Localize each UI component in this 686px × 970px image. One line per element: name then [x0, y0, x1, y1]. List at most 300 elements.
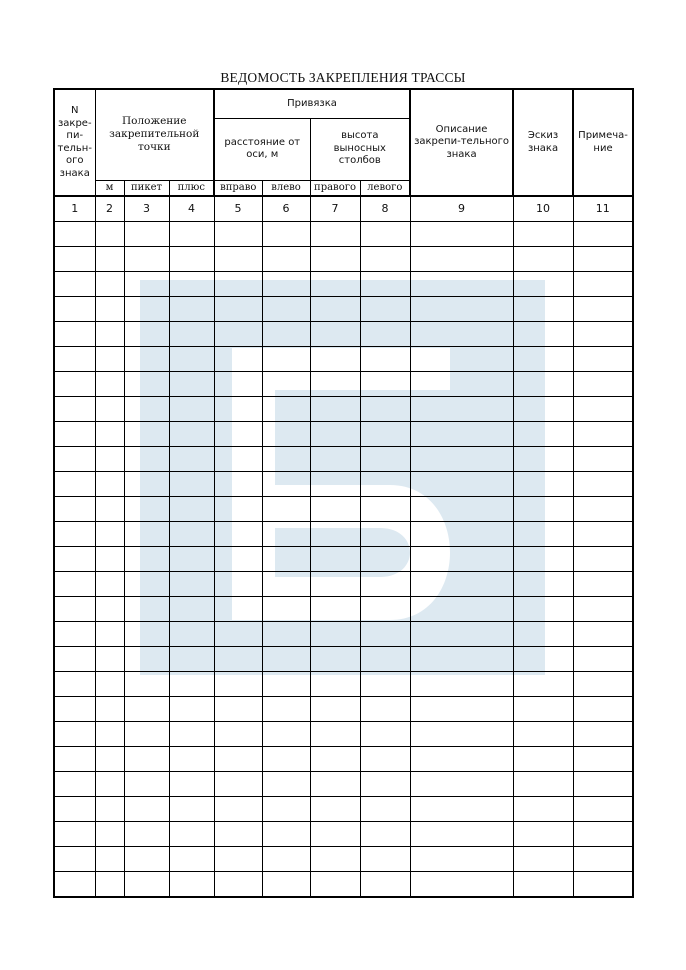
table-cell[interactable]: [262, 646, 310, 671]
table-cell[interactable]: [360, 796, 410, 821]
table-cell[interactable]: [214, 721, 262, 746]
table-cell[interactable]: [513, 696, 573, 721]
table-cell[interactable]: [573, 521, 633, 546]
table-cell[interactable]: [95, 521, 124, 546]
table-cell[interactable]: [169, 246, 214, 271]
table-cell[interactable]: [95, 721, 124, 746]
table-cell[interactable]: [262, 621, 310, 646]
table-cell[interactable]: [360, 771, 410, 796]
table-cell[interactable]: [95, 821, 124, 846]
table-cell[interactable]: [214, 796, 262, 821]
table-cell[interactable]: [124, 346, 169, 371]
table-cell[interactable]: [262, 471, 310, 496]
table-cell[interactable]: [310, 496, 360, 521]
table-cell[interactable]: [360, 346, 410, 371]
table-cell[interactable]: [214, 346, 262, 371]
table-cell[interactable]: [262, 871, 310, 897]
table-cell[interactable]: [124, 771, 169, 796]
table-cell[interactable]: [169, 846, 214, 871]
table-cell[interactable]: [360, 696, 410, 721]
table-cell[interactable]: [124, 296, 169, 321]
table-cell[interactable]: [410, 596, 513, 621]
table-cell[interactable]: [95, 871, 124, 897]
table-cell[interactable]: [124, 746, 169, 771]
table-cell[interactable]: [513, 521, 573, 546]
table-cell[interactable]: [124, 446, 169, 471]
table-cell[interactable]: [169, 496, 214, 521]
table-row: [54, 421, 633, 446]
table-cell[interactable]: [169, 696, 214, 721]
table-cell[interactable]: [310, 446, 360, 471]
table-cell[interactable]: [310, 246, 360, 271]
table-cell[interactable]: [262, 396, 310, 421]
table-cell[interactable]: [310, 521, 360, 546]
table-cell[interactable]: [360, 521, 410, 546]
table-cell[interactable]: [360, 571, 410, 596]
table-cell[interactable]: [262, 671, 310, 696]
table-cell[interactable]: [169, 221, 214, 246]
table-cell[interactable]: [214, 371, 262, 396]
table-cell[interactable]: [360, 446, 410, 471]
table-cell[interactable]: [169, 371, 214, 396]
table-cell[interactable]: [214, 421, 262, 446]
table-cell[interactable]: [310, 421, 360, 446]
table-cell[interactable]: [169, 346, 214, 371]
table-cell[interactable]: [310, 396, 360, 421]
table-cell[interactable]: [124, 621, 169, 646]
table-cell[interactable]: [360, 321, 410, 346]
table-cell[interactable]: [262, 296, 310, 321]
table-cell[interactable]: [513, 271, 573, 296]
table-cell[interactable]: [54, 321, 95, 346]
table-cell[interactable]: [124, 271, 169, 296]
table-cell[interactable]: [124, 646, 169, 671]
table-cell[interactable]: [410, 746, 513, 771]
table-cell[interactable]: [169, 671, 214, 696]
table-cell[interactable]: [360, 221, 410, 246]
table-cell[interactable]: [54, 596, 95, 621]
table-cell[interactable]: [169, 396, 214, 421]
table-cell[interactable]: [360, 646, 410, 671]
table-cell[interactable]: [360, 721, 410, 746]
table-cell[interactable]: [513, 296, 573, 321]
table-cell[interactable]: [573, 671, 633, 696]
table-cell[interactable]: [410, 471, 513, 496]
table-cell[interactable]: [54, 446, 95, 471]
table-cell[interactable]: [124, 846, 169, 871]
table-cell[interactable]: [573, 321, 633, 346]
table-cell[interactable]: [54, 821, 95, 846]
table-cell[interactable]: [360, 821, 410, 846]
table-cell[interactable]: [54, 871, 95, 897]
table-cell[interactable]: [124, 421, 169, 446]
table-cell[interactable]: [360, 671, 410, 696]
table-cell[interactable]: [214, 471, 262, 496]
table-cell[interactable]: [310, 346, 360, 371]
table-cell[interactable]: [360, 371, 410, 396]
table-cell[interactable]: [573, 696, 633, 721]
table-cell[interactable]: [513, 771, 573, 796]
table-cell[interactable]: [124, 671, 169, 696]
table-cell[interactable]: [410, 346, 513, 371]
table-cell[interactable]: [410, 621, 513, 646]
table-cell[interactable]: [573, 471, 633, 496]
table-cell[interactable]: [262, 221, 310, 246]
table-cell[interactable]: [95, 646, 124, 671]
table-cell[interactable]: [169, 471, 214, 496]
table-cell[interactable]: [54, 271, 95, 296]
table-cell[interactable]: [54, 571, 95, 596]
table-cell[interactable]: [214, 621, 262, 646]
table-cell[interactable]: [95, 471, 124, 496]
table-cell[interactable]: [262, 546, 310, 571]
table-cell[interactable]: [124, 796, 169, 821]
table-cell[interactable]: [310, 846, 360, 871]
table-cell[interactable]: [95, 596, 124, 621]
table-cell[interactable]: [410, 571, 513, 596]
table-cell[interactable]: [573, 246, 633, 271]
table-cell[interactable]: [169, 721, 214, 746]
table-cell[interactable]: [54, 246, 95, 271]
table-cell[interactable]: [410, 846, 513, 871]
table-cell[interactable]: [54, 771, 95, 796]
table-cell[interactable]: [95, 846, 124, 871]
table-cell[interactable]: [573, 746, 633, 771]
table-cell[interactable]: [573, 421, 633, 446]
table-cell[interactable]: [262, 571, 310, 596]
table-cell[interactable]: [573, 721, 633, 746]
table-cell[interactable]: [169, 821, 214, 846]
table-cell[interactable]: [573, 496, 633, 521]
table-cell[interactable]: [573, 621, 633, 646]
table-cell[interactable]: [410, 871, 513, 897]
table-cell[interactable]: [410, 771, 513, 796]
table-cell[interactable]: [124, 221, 169, 246]
table-cell[interactable]: [310, 546, 360, 571]
table-cell[interactable]: [513, 871, 573, 897]
table-cell[interactable]: [169, 421, 214, 446]
table-cell[interactable]: [410, 271, 513, 296]
table-cell[interactable]: [513, 446, 573, 471]
table-cell[interactable]: [310, 321, 360, 346]
table-cell[interactable]: [513, 621, 573, 646]
table-cell[interactable]: [310, 596, 360, 621]
table-cell[interactable]: [262, 271, 310, 296]
table-cell[interactable]: [360, 546, 410, 571]
table-cell[interactable]: [513, 396, 573, 421]
table-cell[interactable]: [124, 321, 169, 346]
table-cell[interactable]: [573, 396, 633, 421]
table-cell[interactable]: [54, 371, 95, 396]
table-cell[interactable]: [54, 696, 95, 721]
table-cell[interactable]: [124, 546, 169, 571]
table-cell[interactable]: [169, 871, 214, 897]
table-cell[interactable]: [310, 821, 360, 846]
table-cell[interactable]: [214, 521, 262, 546]
table-cell[interactable]: [169, 796, 214, 821]
table-cell[interactable]: [214, 571, 262, 596]
table-cell[interactable]: [410, 796, 513, 821]
table-cell[interactable]: [573, 546, 633, 571]
table-cell[interactable]: [513, 221, 573, 246]
table-cell[interactable]: [360, 271, 410, 296]
table-cell[interactable]: [513, 596, 573, 621]
table-cell[interactable]: [169, 546, 214, 571]
table-cell[interactable]: [124, 571, 169, 596]
table-cell[interactable]: [262, 496, 310, 521]
table-cell[interactable]: [573, 446, 633, 471]
table-cell[interactable]: [513, 746, 573, 771]
table-cell[interactable]: [214, 821, 262, 846]
table-cell[interactable]: [310, 746, 360, 771]
table-cell[interactable]: [95, 346, 124, 371]
table-cell[interactable]: [214, 646, 262, 671]
table-cell[interactable]: [310, 721, 360, 746]
table-cell[interactable]: [169, 296, 214, 321]
table-cell[interactable]: [360, 746, 410, 771]
table-cell[interactable]: [95, 296, 124, 321]
table-cell[interactable]: [360, 471, 410, 496]
table-cell[interactable]: [169, 596, 214, 621]
table-cell[interactable]: [95, 496, 124, 521]
table-cell[interactable]: [214, 246, 262, 271]
table-cell[interactable]: [262, 696, 310, 721]
table-cell[interactable]: [573, 646, 633, 671]
table-cell[interactable]: [95, 396, 124, 421]
table-cell[interactable]: [169, 521, 214, 546]
table-cell[interactable]: [513, 671, 573, 696]
table-cell[interactable]: [214, 296, 262, 321]
table-cell[interactable]: [360, 621, 410, 646]
table-cell[interactable]: [310, 271, 360, 296]
table-row: [54, 396, 633, 421]
table-cell[interactable]: [360, 871, 410, 897]
table-cell[interactable]: [54, 496, 95, 521]
table-cell[interactable]: [262, 596, 310, 621]
table-cell[interactable]: [95, 221, 124, 246]
table-cell[interactable]: [513, 346, 573, 371]
table-cell[interactable]: [262, 771, 310, 796]
table-cell[interactable]: [310, 796, 360, 821]
table-cell[interactable]: [360, 296, 410, 321]
table-cell[interactable]: [573, 846, 633, 871]
table-cell[interactable]: [360, 396, 410, 421]
table-cell[interactable]: [214, 221, 262, 246]
table-cell[interactable]: [410, 821, 513, 846]
table-cell[interactable]: [513, 471, 573, 496]
table-cell[interactable]: [573, 371, 633, 396]
table-cell[interactable]: [124, 521, 169, 546]
table-cell[interactable]: [513, 371, 573, 396]
table-cell[interactable]: [573, 221, 633, 246]
table-cell[interactable]: [262, 421, 310, 446]
table-cell[interactable]: [54, 646, 95, 671]
table-cell[interactable]: [95, 421, 124, 446]
table-cell[interactable]: [95, 371, 124, 396]
table-cell[interactable]: [410, 671, 513, 696]
table-cell[interactable]: [513, 546, 573, 571]
table-cell[interactable]: [360, 496, 410, 521]
table-cell[interactable]: [262, 521, 310, 546]
table-cell[interactable]: [410, 696, 513, 721]
table-cell[interactable]: [573, 821, 633, 846]
table-cell[interactable]: [54, 521, 95, 546]
column-number-2: 2: [95, 196, 124, 221]
table-cell[interactable]: [262, 321, 310, 346]
table-cell[interactable]: [54, 621, 95, 646]
table-cell[interactable]: [54, 796, 95, 821]
table-cell[interactable]: [54, 546, 95, 571]
table-cell[interactable]: [360, 846, 410, 871]
table-cell[interactable]: [262, 821, 310, 846]
table-cell[interactable]: [513, 321, 573, 346]
table-cell[interactable]: [124, 721, 169, 746]
table-cell[interactable]: [214, 446, 262, 471]
table-cell[interactable]: [262, 721, 310, 746]
table-cell[interactable]: [95, 571, 124, 596]
table-cell[interactable]: [262, 846, 310, 871]
table-cell[interactable]: [169, 746, 214, 771]
table-cell[interactable]: [360, 246, 410, 271]
table-cell[interactable]: [124, 396, 169, 421]
table-cell[interactable]: [124, 471, 169, 496]
table-cell[interactable]: [95, 796, 124, 821]
table-cell[interactable]: [410, 296, 513, 321]
table-cell[interactable]: [310, 371, 360, 396]
table-cell[interactable]: [262, 346, 310, 371]
table-cell[interactable]: [95, 321, 124, 346]
table-cell[interactable]: [410, 721, 513, 746]
table-cell[interactable]: [573, 796, 633, 821]
table-cell[interactable]: [573, 296, 633, 321]
table-cell[interactable]: [513, 421, 573, 446]
table-cell[interactable]: [54, 396, 95, 421]
table-cell[interactable]: [54, 421, 95, 446]
table-cell[interactable]: [513, 721, 573, 746]
table-cell[interactable]: [410, 496, 513, 521]
table-cell[interactable]: [124, 871, 169, 897]
table-cell[interactable]: [95, 621, 124, 646]
table-cell[interactable]: [513, 821, 573, 846]
table-cell[interactable]: [573, 771, 633, 796]
table-cell[interactable]: [310, 646, 360, 671]
table-cell[interactable]: [310, 771, 360, 796]
table-cell[interactable]: [262, 446, 310, 471]
table-cell[interactable]: [214, 871, 262, 897]
table-cell[interactable]: [573, 871, 633, 897]
table-cell[interactable]: [410, 396, 513, 421]
table-cell[interactable]: [54, 296, 95, 321]
table-cell[interactable]: [310, 571, 360, 596]
table-cell[interactable]: [513, 846, 573, 871]
table-cell[interactable]: [310, 471, 360, 496]
table-cell[interactable]: [310, 221, 360, 246]
table-cell[interactable]: [95, 246, 124, 271]
table-cell[interactable]: [410, 446, 513, 471]
table-cell[interactable]: [214, 596, 262, 621]
table-cell[interactable]: [95, 271, 124, 296]
table-cell[interactable]: [360, 596, 410, 621]
table-cell[interactable]: [573, 271, 633, 296]
table-cell[interactable]: [410, 371, 513, 396]
table-cell[interactable]: [54, 471, 95, 496]
table-cell[interactable]: [262, 246, 310, 271]
table-cell[interactable]: [214, 496, 262, 521]
table-cell[interactable]: [513, 571, 573, 596]
table-cell[interactable]: [513, 796, 573, 821]
table-cell[interactable]: [169, 621, 214, 646]
table-cell[interactable]: [169, 771, 214, 796]
table-cell[interactable]: [169, 271, 214, 296]
table-cell[interactable]: [95, 446, 124, 471]
table-cell[interactable]: [54, 746, 95, 771]
table-cell[interactable]: [95, 671, 124, 696]
table-cell[interactable]: [262, 796, 310, 821]
table-cell[interactable]: [124, 371, 169, 396]
table-cell[interactable]: [214, 671, 262, 696]
table-cell[interactable]: [95, 546, 124, 571]
table-cell[interactable]: [573, 596, 633, 621]
table-cell[interactable]: [410, 521, 513, 546]
table-cell[interactable]: [214, 321, 262, 346]
table-cell[interactable]: [95, 771, 124, 796]
table-cell[interactable]: [124, 596, 169, 621]
table-cell[interactable]: [124, 696, 169, 721]
table-cell[interactable]: [214, 396, 262, 421]
table-cell[interactable]: [262, 746, 310, 771]
table-cell[interactable]: [513, 246, 573, 271]
table-cell[interactable]: [262, 371, 310, 396]
table-cell[interactable]: [169, 446, 214, 471]
table-cell[interactable]: [95, 746, 124, 771]
table-cell[interactable]: [410, 646, 513, 671]
table-cell[interactable]: [410, 421, 513, 446]
table-cell[interactable]: [573, 346, 633, 371]
table-cell[interactable]: [410, 546, 513, 571]
table-cell[interactable]: [54, 721, 95, 746]
table-cell[interactable]: [310, 871, 360, 897]
table-cell[interactable]: [54, 221, 95, 246]
table-cell[interactable]: [124, 496, 169, 521]
table-cell[interactable]: [310, 621, 360, 646]
table-cell[interactable]: [513, 496, 573, 521]
table-cell[interactable]: [513, 646, 573, 671]
table-cell[interactable]: [214, 771, 262, 796]
table-cell[interactable]: [124, 246, 169, 271]
table-cell[interactable]: [310, 671, 360, 696]
table-cell[interactable]: [310, 296, 360, 321]
table-cell[interactable]: [410, 246, 513, 271]
table-cell[interactable]: [169, 571, 214, 596]
table-cell[interactable]: [54, 671, 95, 696]
table-cell[interactable]: [573, 571, 633, 596]
table-cell[interactable]: [214, 546, 262, 571]
table-cell[interactable]: [95, 696, 124, 721]
table-cell[interactable]: [54, 846, 95, 871]
table-cell[interactable]: [214, 696, 262, 721]
table-cell[interactable]: [169, 321, 214, 346]
table-cell[interactable]: [410, 221, 513, 246]
table-cell[interactable]: [214, 846, 262, 871]
table-cell[interactable]: [410, 321, 513, 346]
table-cell[interactable]: [214, 746, 262, 771]
table-cell[interactable]: [310, 696, 360, 721]
table-cell[interactable]: [169, 646, 214, 671]
table-cell[interactable]: [214, 271, 262, 296]
table-cell[interactable]: [124, 821, 169, 846]
table-cell[interactable]: [54, 346, 95, 371]
table-cell[interactable]: [360, 421, 410, 446]
